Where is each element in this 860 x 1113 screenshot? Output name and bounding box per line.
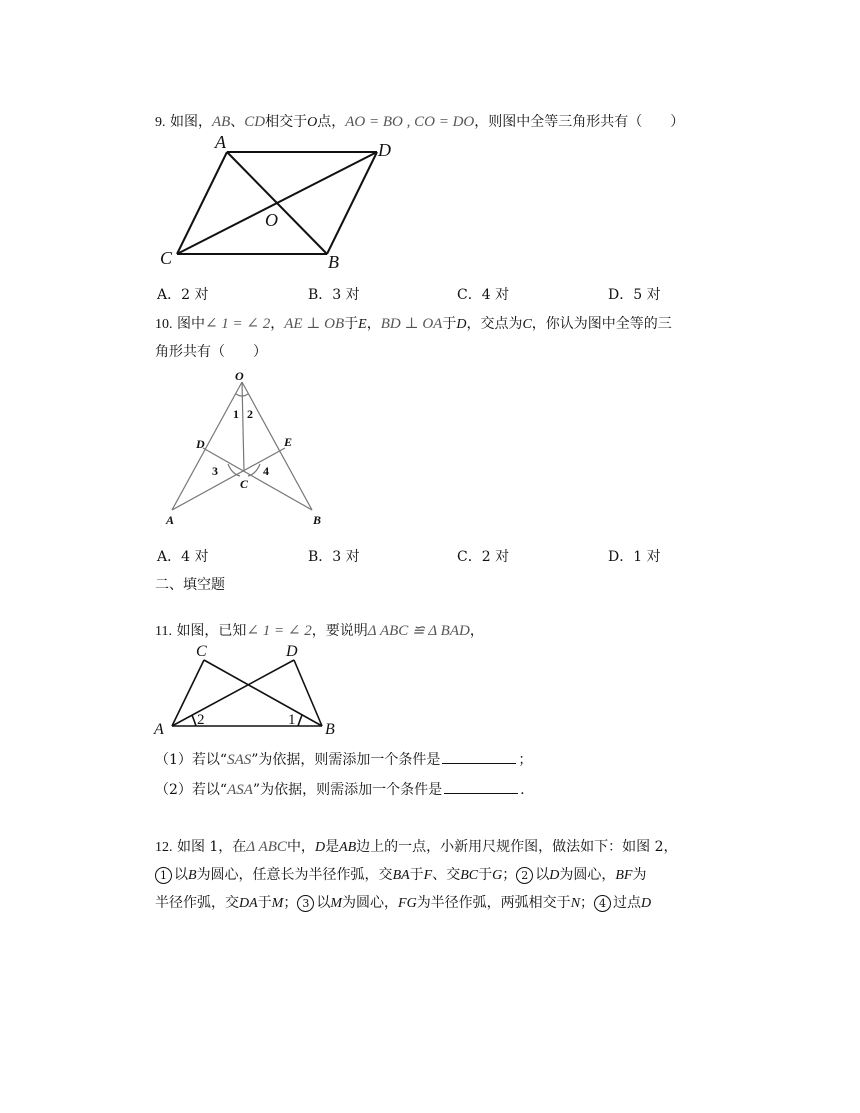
step-3-marker: 3: [297, 895, 314, 912]
q11-angle-2: 2: [197, 712, 205, 728]
step-1-marker: 1: [155, 867, 172, 884]
q9-option-a: A．2 对: [157, 287, 209, 303]
q11-figure: [152, 640, 348, 738]
q11-angle-1: 1: [288, 712, 296, 728]
q9-figure: [155, 132, 395, 274]
q11-part1-blank[interactable]: [442, 749, 516, 764]
q9-stem: 9. 如图，AB、CD相交于O点，AO = BO , CO = DO，则图中全等三角形共有（ ）: [155, 114, 685, 130]
q10-angle-4: 4: [263, 464, 269, 478]
section-heading-fill-in: 二、填空题: [155, 577, 225, 593]
q9-label-B: B: [328, 252, 339, 272]
q9-label-D: D: [378, 140, 391, 160]
q12-line3: 半径作弧，交DA于M； 3 以M为圆心，FG为半径作弧，两弧相交于N； 4 过点D: [155, 895, 652, 911]
q11-label-C: C: [196, 643, 207, 660]
q11-part1: （1）若以“SAS”为依据，则需添加一个条件是 ；: [155, 749, 532, 770]
q10-angle-2: 2: [247, 407, 253, 421]
q10-label-B: B: [313, 513, 322, 527]
q10-option-b: B．3 对: [308, 549, 360, 565]
q11-label-D: D: [286, 643, 298, 660]
q9-option-c: C．4 对: [457, 287, 510, 303]
step-2-marker: 2: [516, 867, 533, 884]
q10-option-c: C．2 对: [457, 549, 510, 565]
q11-part2: （2）若以“ASA”为依据，则需添加一个条件是 .: [155, 779, 525, 800]
q9-label-C: C: [160, 248, 173, 268]
q10-label-A: A: [166, 513, 175, 527]
q9-option-b: B．3 对: [308, 287, 360, 303]
q9-option-d: D．5 对: [608, 287, 661, 303]
q10-label-D: D: [196, 437, 205, 451]
q12-line2: 1 以B为圆心，任意长为半径作弧，交BA于F、交BC于G； 2 以D为圆心，BF为: [155, 865, 646, 886]
q10-label-O: O: [235, 369, 244, 383]
q11-label-A: A: [154, 721, 164, 738]
q11-stem: 11. 如图，已知∠ 1 = ∠ 2，要说明Δ ABC ≌ Δ BAD，: [155, 623, 484, 639]
q10-stem: 10. 图中∠ 1 = ∠ 2，AE ⊥ OB于E，BD ⊥ OA于D，交点为C，你认为图中全等的三: [155, 316, 672, 332]
q12-line1: 12. 如图 1，在Δ ABC中，D是AB边上的一点，小新用尺规作图，做法如下：如图 2，: [155, 839, 678, 855]
q10-figure: [160, 368, 336, 530]
q10-stem-line2: 角形共有（ ）: [155, 344, 267, 360]
q11-part2-blank[interactable]: [444, 779, 518, 794]
q11-label-B: B: [325, 721, 335, 738]
q9-label-O: O: [265, 210, 278, 230]
q10-label-E: E: [284, 435, 293, 449]
q9-label-A: A: [215, 132, 226, 152]
q10-angle-1: 1: [233, 407, 239, 421]
step-4-marker: 4: [594, 895, 611, 912]
q10-angle-3: 3: [212, 464, 218, 478]
q10-option-a: A．4 对: [157, 549, 209, 565]
q10-label-C: C: [240, 477, 249, 491]
q10-option-d: D．1 对: [608, 549, 661, 565]
